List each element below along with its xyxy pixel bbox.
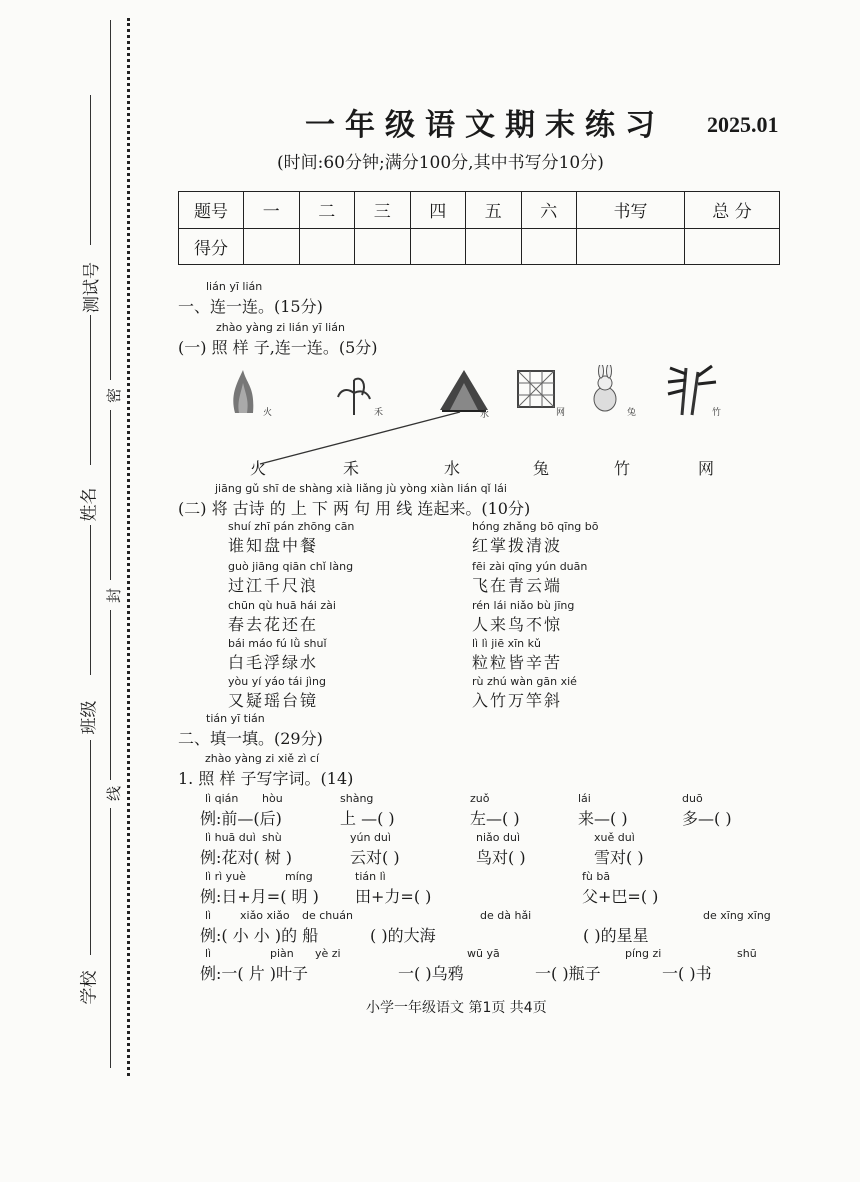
fill-row-pinyin: píng zi xyxy=(625,947,662,960)
fill-row-pinyin: fù bā xyxy=(582,870,611,883)
fill-row-pinyin: lì qián xyxy=(205,792,239,805)
q1-pinyin: zhào yàng zi xiě zì cí xyxy=(205,752,320,765)
fill-row-pinyin: shù xyxy=(262,831,282,844)
seal-word-mi: 密 xyxy=(105,387,124,404)
score-cell[interactable] xyxy=(244,228,300,265)
poem-right-line: 红掌拨清波 xyxy=(472,536,563,555)
school-label: 学校 xyxy=(79,970,100,1005)
poem-right-line: 粒粒皆辛苦 xyxy=(472,653,563,672)
section1-heading: 一、连一连。(15分) xyxy=(178,297,323,316)
score-table xyxy=(178,191,780,265)
fill-row-item[interactable]: 父+巴=( ) xyxy=(582,887,659,906)
svg-text:禾: 禾 xyxy=(374,408,384,418)
fill-row-pinyin: lì rì yuè xyxy=(205,870,246,883)
poem-right-pinyin: rén lái niǎo bù jīng xyxy=(472,599,575,612)
part1-heading: (一) 照 样 子,连一连。(5分) xyxy=(178,338,378,357)
fill-row-item[interactable]: 例:一( 片 )叶子 xyxy=(200,964,309,983)
fill-row-pinyin: xuě duì xyxy=(594,831,635,844)
fill-row-pinyin: piàn xyxy=(270,947,294,960)
binding-dotted-line xyxy=(127,18,130,1076)
fill-row-pinyin: lì huā duì xyxy=(205,831,256,844)
char-he: 禾 xyxy=(343,459,362,478)
poem-left-line: 白毛浮绿水 xyxy=(228,653,319,672)
svg-text:兔: 兔 xyxy=(627,408,637,418)
svg-text:竹: 竹 xyxy=(712,408,722,418)
q1-heading: 1. 照 样 子写字词。(14) xyxy=(178,769,354,788)
poem-left-pinyin: yòu yí yáo tái jìng xyxy=(228,675,326,688)
poem-left-pinyin: guò jiāng qiān chǐ làng xyxy=(228,560,354,573)
score-header-cell: 一 xyxy=(244,192,300,229)
fill-row-pinyin: de dà hǎi xyxy=(480,909,532,922)
fill-row-item[interactable]: ( )的星星 xyxy=(583,926,649,945)
seal-line-3 xyxy=(110,610,111,780)
svg-text:网: 网 xyxy=(556,408,566,418)
poem-right-line: 飞在青云端 xyxy=(472,576,563,595)
part2-pinyin: jiāng gǔ shī de shàng xià liǎng jù yòng xiàn lián qǐ lái xyxy=(215,482,507,495)
score-header-cell: 三 xyxy=(355,192,411,229)
class-label: 班级 xyxy=(79,700,100,735)
score-header-cell: 五 xyxy=(466,192,522,229)
fill-row-pinyin: de chuán xyxy=(302,909,353,922)
svg-text:火: 火 xyxy=(263,408,273,418)
poem-right-pinyin: lì lì jiē xīn kǔ xyxy=(472,637,541,650)
fill-row-item[interactable]: 例:花对( 树 ) xyxy=(200,848,293,867)
fill-row-pinyin: xiǎo xiǎo xyxy=(240,909,290,922)
score-cell[interactable] xyxy=(577,228,685,265)
score-cell[interactable] xyxy=(355,228,411,265)
poem-left-line: 过江千尺浪 xyxy=(228,576,319,595)
fill-row-pinyin: wū yā xyxy=(467,947,500,960)
char-shui: 水 xyxy=(444,459,463,478)
fill-row-item[interactable]: ( )的大海 xyxy=(370,926,436,945)
seal-line-2 xyxy=(110,410,111,580)
name-label: 姓名 xyxy=(79,487,100,522)
fill-row-item[interactable]: 一( )瓶子 xyxy=(535,964,601,983)
score-header-cell: 总 分 xyxy=(685,192,780,229)
fill-row-item[interactable]: 云对( ) xyxy=(350,848,400,867)
score-header-cell: 二 xyxy=(299,192,355,229)
score-row-label: 得分 xyxy=(179,228,244,265)
fill-row-item[interactable]: 鸟对( ) xyxy=(476,848,526,867)
class-line xyxy=(90,525,91,675)
fill-row-item[interactable]: 上 —( ) xyxy=(340,809,395,828)
poem-left-line: 又疑瑶台镜 xyxy=(228,691,319,710)
section2-pinyin: tián yī tián xyxy=(206,712,265,725)
char-zhu: 竹 xyxy=(614,459,633,478)
section2-heading: 二、填一填。(29分) xyxy=(178,729,323,748)
poem-left-pinyin: bái máo fú lǜ shuǐ xyxy=(228,637,327,650)
score-cell[interactable] xyxy=(466,228,522,265)
fill-row-item[interactable]: 一( )书 xyxy=(662,964,712,983)
poem-left-line: 谁知盘中餐 xyxy=(228,536,319,555)
fill-row-pinyin: shū xyxy=(737,947,757,960)
fill-row-pinyin: yún duì xyxy=(350,831,391,844)
school-line xyxy=(90,740,91,955)
fill-row-item[interactable]: 来—( ) xyxy=(578,809,628,828)
fill-row-pinyin: lì xyxy=(205,909,212,922)
score-header-cell: 书写 xyxy=(577,192,685,229)
score-cell[interactable] xyxy=(410,228,466,265)
fill-row-pinyin: yè zi xyxy=(315,947,341,960)
score-header-cell: 题号 xyxy=(179,192,244,229)
fill-row-pinyin: lì xyxy=(205,947,212,960)
test-number-line xyxy=(90,95,91,245)
fill-row-item[interactable]: 一( )乌鸦 xyxy=(398,964,464,983)
poem-left-pinyin: chūn qù huā hái zài xyxy=(228,599,336,612)
fill-row-pinyin: hòu xyxy=(262,792,283,805)
fill-row-pinyin: duō xyxy=(682,792,703,805)
fill-row-item[interactable]: 雪对( ) xyxy=(594,848,644,867)
page-title: 一年级语文期末练习 xyxy=(305,108,665,143)
fill-row-pinyin: de xīng xīng xyxy=(703,909,771,922)
fill-row-pinyin: tián lì xyxy=(355,870,386,883)
poem-right-pinyin: rù zhú wàn gān xié xyxy=(472,675,577,688)
net-picture xyxy=(512,365,572,420)
char-tu: 兔 xyxy=(533,459,552,478)
part2-heading: (二) 将 古诗 的 上 下 两 句 用 线 连起来。(10分) xyxy=(178,499,531,518)
fill-row-pinyin: shàng xyxy=(340,792,374,805)
fill-row-pinyin: lái xyxy=(578,792,591,805)
poem-right-pinyin: hóng zhǎng bō qīng bō xyxy=(472,520,599,533)
exam-date: 2025.01 xyxy=(707,112,779,137)
fill-row-pinyin: míng xyxy=(285,870,313,883)
rabbit-picture xyxy=(585,365,645,420)
score-header-row xyxy=(179,192,780,229)
fill-row-item[interactable]: 例:日+月=( 明 ) xyxy=(200,887,319,906)
char-huo: 火 xyxy=(250,459,269,478)
bamboo-picture xyxy=(662,360,732,420)
score-cell[interactable] xyxy=(299,228,355,265)
score-cell[interactable] xyxy=(685,228,780,265)
fill-row-item[interactable]: 例:前—(后) xyxy=(200,809,282,828)
seal-line-4 xyxy=(110,808,111,1068)
poem-left-line: 春去花还在 xyxy=(228,615,319,634)
fill-row-item[interactable]: 左—( ) xyxy=(470,809,520,828)
poem-right-line: 人来鸟不惊 xyxy=(472,615,563,634)
poem-left-pinyin: shuí zhī pán zhōng cān xyxy=(228,520,355,533)
poem-right-line: 入竹万竿斜 xyxy=(472,691,563,710)
score-header-cell: 四 xyxy=(410,192,466,229)
svg-text:水: 水 xyxy=(480,410,490,420)
seal-word-feng: 封 xyxy=(105,587,124,604)
name-line xyxy=(90,315,91,465)
score-header-cell: 六 xyxy=(521,192,577,229)
score-value-row xyxy=(179,228,780,265)
part1-pinyin: zhào yàng zi lián yī lián xyxy=(216,321,345,334)
test-number-label: 测试号 xyxy=(82,262,102,313)
fill-row-pinyin: zuǒ xyxy=(470,792,490,805)
fill-row-item[interactable]: 多—( ) xyxy=(682,809,732,828)
fill-row-item[interactable]: 田+力=( ) xyxy=(355,887,432,906)
seal-word-xian: 线 xyxy=(105,785,124,802)
exam-subtitle: (时间:60分钟;满分100分,其中书写分10分) xyxy=(277,153,604,173)
score-cell[interactable] xyxy=(521,228,577,265)
section1-pinyin: lián yī lián xyxy=(206,280,263,293)
poem-right-pinyin: fēi zài qīng yún duān xyxy=(472,560,588,573)
page-footer: 小学一年级语文 第1页 共4页 xyxy=(366,1000,547,1016)
seal-line-1 xyxy=(110,20,111,380)
fill-row-item[interactable]: 例:( 小 小 )的 船 xyxy=(200,926,319,945)
fill-row-pinyin: niǎo duì xyxy=(476,831,521,844)
char-wang: 网 xyxy=(698,459,717,478)
